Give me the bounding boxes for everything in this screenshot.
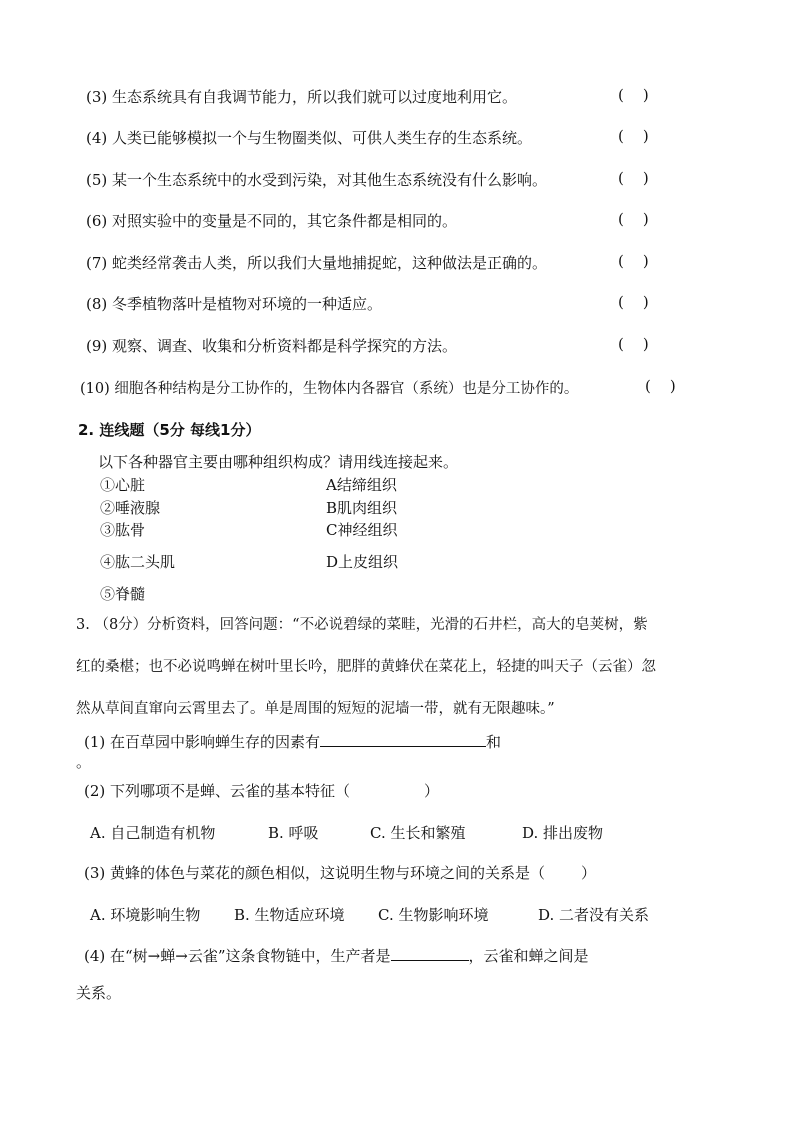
answer-parentheses[interactable]: ( ) xyxy=(618,252,649,270)
answer-parentheses[interactable]: ( ) xyxy=(618,86,649,104)
answer-parentheses[interactable]: ( ) xyxy=(618,293,649,311)
judge-text: (6) 对照实验中的变量是不同的，其它条件都是相同的。 xyxy=(86,212,458,230)
q3-sub4 xyxy=(84,945,589,966)
option-c[interactable]: C. 生物影响环境 xyxy=(378,906,489,924)
answer-blank[interactable] xyxy=(391,959,469,961)
organ-item[interactable]: ②唾液腺 xyxy=(100,499,161,517)
q3-sub1-prefix: (1) 在百草园中影响蝉生存的因素有 xyxy=(84,733,321,751)
organ-item[interactable]: ③肱骨 xyxy=(100,521,146,539)
option-a[interactable]: A. 自己制造有机物 xyxy=(90,824,216,842)
q3-sub2 xyxy=(84,780,439,801)
option-b[interactable]: B. 生物适应环境 xyxy=(234,906,345,924)
q3-passage-line-3: 然从草间直窜向云霄里去了。单是周围的短短的泥墙一带，就有无限趣味。” xyxy=(76,701,555,717)
judge-text: (4) 人类已能够模拟一个与生物圈类似、可供人类生存的生态系统。 xyxy=(86,129,533,147)
q3-sub3-close: ） xyxy=(581,864,597,882)
option-b[interactable]: B. 呼吸 xyxy=(268,824,319,842)
organ-item[interactable]: ⑤脊髓 xyxy=(100,585,146,603)
tissue-item[interactable]: B肌肉组织 xyxy=(326,499,398,517)
q3-passage-line-1: 3. （8分）分析资料，回答问题：“不必说碧绿的菜畦，光滑的石井栏，高大的皂荚树，紫 xyxy=(76,617,648,633)
tissue-item[interactable]: A结缔组织 xyxy=(326,476,397,494)
answer-parentheses[interactable]: ( ) xyxy=(618,335,649,353)
q3-sub4-middle: ，云雀和蝉之间是 xyxy=(468,947,589,965)
q3-passage-line-2: 红的桑椹；也不必说鸣蝉在树叶里长吟，肥胖的黄蜂伏在菜花上，轻捷的叫天子（云雀）忽 xyxy=(76,659,656,675)
q3-sub2-close: ） xyxy=(424,782,440,800)
q3-sub4-tail: 关系。 xyxy=(76,984,122,1002)
q3-sub3 xyxy=(84,862,596,883)
judge-text: (5) 某一个生态系统中的水受到污染，对其他生态系统没有什么影响。 xyxy=(86,171,548,189)
answer-parentheses[interactable]: ( ) xyxy=(645,377,676,395)
answer-parentheses[interactable]: ( ) xyxy=(618,127,649,145)
option-d[interactable]: D. 排出废物 xyxy=(522,824,604,842)
judge-text: (7) 蛇类经常袭击人类，所以我们大量地捕捉蛇，这种做法是正确的。 xyxy=(86,254,548,272)
q3-sub1-tail: 。 xyxy=(76,753,92,771)
tissue-item[interactable]: D上皮组织 xyxy=(326,553,399,571)
organ-item[interactable]: ①心脏 xyxy=(100,476,146,494)
q3-sub1-suffix: 和 xyxy=(486,733,502,751)
matching-heading: 2. 连线题（5分 每线1分） xyxy=(78,421,261,439)
judge-text: (3) 生态系统具有自我调节能力，所以我们就可以过度地利用它。 xyxy=(86,88,518,106)
judge-text: (9) 观察、调查、收集和分析资料都是科学探究的方法。 xyxy=(86,337,458,355)
q3-sub4-prefix: (4) 在“树→蝉→云雀”这条食物链中，生产者是 xyxy=(84,947,391,965)
q3-sub3-text: (3) 黄蜂的体色与菜花的颜色相似，这说明生物与环境之间的关系是（ xyxy=(84,864,546,882)
judge-text: (8) 冬季植物落叶是植物对环境的一种适应。 xyxy=(86,295,383,313)
organ-item[interactable]: ④肱二头肌 xyxy=(100,553,176,571)
judge-text: (10) 细胞各种结构是分工协作的，生物体内各器官（系统）也是分工协作的。 xyxy=(80,381,579,397)
answer-parentheses[interactable]: ( ) xyxy=(618,169,649,187)
q3-sub1 xyxy=(84,731,501,752)
answer-parentheses[interactable]: ( ) xyxy=(618,210,649,228)
q3-sub2-text: (2) 下列哪项不是蝉、云雀的基本特征（ xyxy=(84,782,351,800)
option-c[interactable]: C. 生长和繁殖 xyxy=(370,824,466,842)
option-a[interactable]: A. 环境影响生物 xyxy=(90,906,201,924)
option-d[interactable]: D. 二者没有关系 xyxy=(538,906,650,924)
answer-blank[interactable] xyxy=(320,745,486,747)
matching-instruction: 以下各种器官主要由哪种组织构成？请用线连接起来。 xyxy=(98,453,459,471)
tissue-item[interactable]: C神经组织 xyxy=(326,521,398,539)
